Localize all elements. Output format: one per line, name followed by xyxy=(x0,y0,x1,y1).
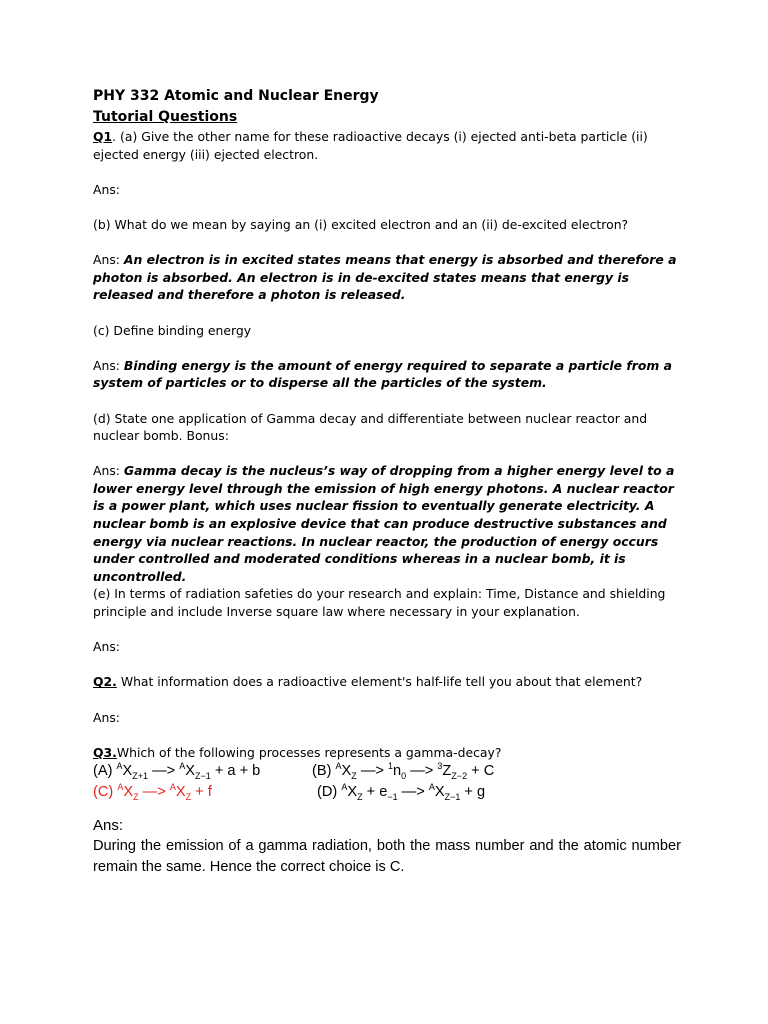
q1a-answer: Ans: xyxy=(93,181,120,197)
q3-answer-heading: Ans: xyxy=(93,817,124,835)
q1c-question: (c) Define binding energy xyxy=(93,322,252,338)
q1e-answer: Ans: xyxy=(93,639,120,655)
q1c-answer xyxy=(93,357,681,392)
document-subtitle: Tutorial Questions xyxy=(93,109,238,125)
q1e-question: (e) In terms of radiation safeties do your research and explain: Time, Distance and shielding principle and include Inverse square law where necessary in your explanation. xyxy=(93,586,666,620)
document-title: PHY 332 Atomic and Nuclear Energy xyxy=(93,88,379,104)
q1d-answer xyxy=(93,462,681,585)
q1d-answer-text: Gamma decay is the nucleus’s way of dropping from a higher energy level to a lower energy level through the emission of high energy photons. A nuclear reactor is a power plant, which uses nuclear fission to eventually generate electricity. A nuclear bomb is an explosive device that can produce destructive substances and energy via nuclear reactions. In nuclear reactor, the production of energy occurs under controlled and moderated conditions whereas in a nuclear bomb, it is uncontrolled. xyxy=(93,463,675,584)
q1c-answer-label: Ans: xyxy=(93,357,124,373)
q3-option-d: (D) $^AX_Z + e_{-1}$ —> $^AX_{Z-1} + g$ xyxy=(317,782,486,802)
q3-option-c: (C) $^AX_Z$ —> $^AX_Z + f$ xyxy=(93,782,212,802)
q1a-question xyxy=(93,128,681,163)
q3-text: Which of the following processes represents a gamma-decay? xyxy=(116,744,502,760)
q3-label: Q3. xyxy=(93,744,117,760)
q3-option-a: (A) $^AX_{Z+1}$ —> $^AX_{Z-1} + a + b$ xyxy=(93,761,261,782)
q1c-answer-text: Binding energy is the amount of energy required to separate a particle from a system of particles or to disperse all the particles of the system. xyxy=(93,357,672,391)
q1d-answer-label: Ans: xyxy=(93,463,124,479)
q1b-answer-label: Ans: xyxy=(93,252,124,268)
q1-label: Q1 xyxy=(93,129,113,144)
q1a-text: . (a) Give the other name for these radioactive decays (i) ejected anti-beta particle (ii) ejected energy (iii) ejected electron. xyxy=(93,129,648,162)
q3-answer-text: During the emission of a gamma radiation, both the mass number and the atomic number remain the same. Hence the correct choice is C. xyxy=(93,838,681,875)
q2-text: What information does a radioactive element's half-life tell you about that element? xyxy=(116,674,643,690)
q2-label: Q2. xyxy=(93,674,117,690)
document-body xyxy=(93,86,681,877)
q3-option-b: (B) $^AX_Z$ —> $^1n_0$ —> $^3Z_{Z-2} + C$ xyxy=(312,761,495,782)
q1b-question: (b) What do we mean by saying an (i) excited electron and an (ii) de-excited electron? xyxy=(93,216,629,232)
q3-options-row-1 xyxy=(93,761,681,782)
q3-question xyxy=(93,744,681,762)
q1b-answer xyxy=(93,251,681,304)
q1d-question: (d) State one application of Gamma decay and differentiate between nuclear reactor and nuclear bomb. Bonus: xyxy=(93,410,648,444)
q3-options-row-2 xyxy=(93,782,681,803)
q2-question xyxy=(93,673,681,691)
q1b-answer-text: An electron is in excited states means that energy is absorbed and therefore a photon is absorbed. An electron is in de-excited states means that energy is released and therefore a photon is released. xyxy=(93,252,677,303)
q2-answer: Ans: xyxy=(93,709,120,725)
